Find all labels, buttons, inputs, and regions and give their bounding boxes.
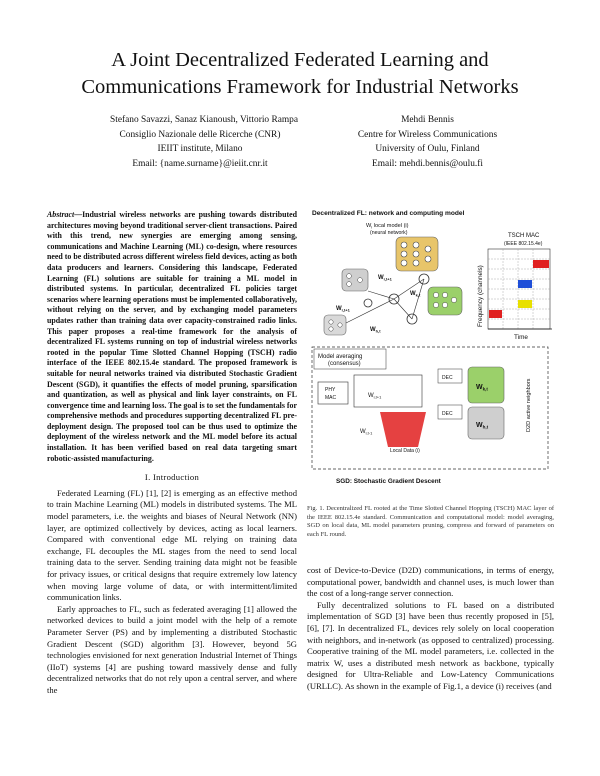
paper-title — [40, 47, 560, 101]
figure-heading: Decentralized FL: network and computing model — [312, 210, 465, 217]
author-affiliation: Centre for Wireless Communications — [357, 129, 498, 140]
figure-1 — [308, 207, 556, 497]
right-paragraph-1: cost of Device-to-Device (D2D) communications, in terms of energy, computational power, bandwidth and channel uses, is much lower than the cost of a long-range server connection. — [307, 565, 554, 599]
figure-caption: Fig. 1. Decentralized FL rooted at the Time Slotted Channel Hopping (TSCH) MAC layer of the IEEE 802.15.4e standard. Communication and computational model: model averaging, SGD on local data, ML model parameters pruning, compress and forward of parameters on each FL round. — [307, 505, 554, 538]
author-block-right — [345, 113, 510, 171]
node-i — [396, 237, 438, 271]
dec-label-2: DEC — [442, 411, 453, 417]
local-data-label: Local Data (i) — [390, 448, 420, 454]
right-column — [307, 565, 554, 693]
neighbor-model-h — [468, 407, 504, 439]
neighbor-model-k — [468, 367, 504, 403]
author-institute: IEIIT institute, Milano — [157, 144, 243, 154]
svg-text:Wk,t: $W_{k,t}$ — [476, 384, 488, 392]
w-label-lower: $W_{i,t-1}$ — [360, 429, 373, 436]
author-institute: University of Oulu, Finland — [375, 144, 480, 154]
local-model-label: $W_i$ local model (i) — [366, 223, 409, 230]
w-label-i: $W_{i,t+1}$ — [378, 275, 392, 282]
author-names: Mehdi Bennis — [401, 115, 454, 125]
w-label-avg: $W_{i,t+1}$ — [368, 393, 382, 400]
author-email: Email: mehdi.bennis@oulu.fi — [372, 158, 483, 169]
sgd-label: SGD: Stochastic Gradient Descent — [336, 478, 441, 485]
robot-icon — [364, 299, 372, 307]
author-email: Email: {name.surname}@ieiit.cnr.it — [132, 158, 268, 169]
consensus-label: (consensus) — [328, 361, 361, 367]
node-h — [342, 269, 368, 291]
right-paragraph-2: Fully decentralized solutions to FL based on a distributed implementation of SGD [3] have been thus recently proposed in [5], [6], [7]. In decentralized FL, devices rely solely on local cooperation with neighbors, and in-network (as opposed to centralized) processing. Cooperative training of the ML model parameters, i.e. collected in the matrix W, uses a distributed mesh network as backbone, typically designed for Ultra-Reliable and Low-Latency Communications (URLLC). As shown in the example of Fig.1, a device (i) receives (and — [307, 599, 554, 691]
w-label-h: $W_{h,t}$ — [370, 327, 381, 334]
svg-text:Wh,t: $W_{h,t}$ — [476, 422, 489, 430]
mac-label: MAC — [325, 395, 337, 401]
w-label-j: $W_{i,t+1}$ — [336, 306, 350, 313]
intro-paragraph-2: Early approaches to FL, such as federated averaging [1] allowed the networked devices to build a joint model with the help of a remote Parameter Server (PS) and by implementing a distributed Stochastic Gradient Descent (SGD) algorithm [3]. However, beyond 5G technologies envisioned for next generation Industrial Internet of Things (IIoT) systems [4] are pushing toward massively dense and fully decentralized networks that do not rely upon a central server, and where the — [47, 603, 297, 695]
tsch-grid — [488, 249, 550, 329]
author-names: Stefano Savazzi, Sanaz Kianoush, Vittorio Rampa — [110, 115, 299, 125]
abstract — [47, 210, 297, 464]
author-affiliation: Consiglio Nazionale delle Ricerche (CNR) — [119, 129, 281, 140]
time-axis-label: Time — [514, 334, 528, 341]
node-k — [428, 287, 462, 315]
sgd-funnel — [380, 412, 426, 447]
author-block-left — [110, 113, 299, 171]
d2d-label: D2D active neighbors — [526, 378, 532, 432]
node-j — [324, 315, 346, 335]
left-column — [47, 210, 297, 697]
tsch-label: TSCH MAC — [508, 233, 540, 239]
intro-paragraph-1: Federated Learning (FL) [1], [2] is emerging as an effective method to train Machine Learning (ML) models in distributed systems. The ML model parameters, i.e. the weights and biases of Neural Network (NN) layer, are optimized collectively by devices, acting as local learners. Compared with conventional edge ML relying on training data exchange, FL decouples the ML stages from the need to send local training data to the server. Sending training data might not be feasible for privacy issues, or critical designs that require extremely low latency when moving large volume of data, or with intermittent/limited communication links. — [47, 487, 297, 603]
title-line-1: A Joint Decentralized Federated Learning and — [111, 49, 489, 71]
freq-axis-label: Frequency (channels) — [477, 265, 484, 327]
w-label-k: $W_{k,t}$ — [410, 291, 421, 298]
abstract-text: —Industrial wireless networks are pushing towards distributed architectures moving beyond traditional server-client transactions. Paired with this trend, new synergies are emerging among sensing, communications and Machine Learning (ML) co-design, where resources need to be distributed across different wireless field devices, acting as both data producers and learners. Considering this landscape, Federated Learning (FL) solutions are suitable for training a ML model in distributed systems. In particular, decentralized FL policies target scenarios where learning operations must be implemented collaboratively, without relying on the server, and by exchanging model parameters updates rather than training data over capacity-constrained radio links. This paper proposes a real-time framework for the analysis of decentralized FL systems running on top of industrial wireless networks rooted in the popular Time Slotted Channel Hopping (TSCH) radio interface of the IEEE 802.15.4e standard. The proposed framework is suitable for neural networks trained via distributed Stochastic Gradient Descent (SGD), it quantifies the effects of model pruning, sparsification and quantization, as well as physical and link layer constraints, on FL convergence time and learning loss. The goal is to set the fundamentals for comprehensive methods and procedures supporting decentralized FL pre-deployment design. The proposed tool can be thus used to optimize the deployment of the wireless network and the ML model before its actual installation. It has been verified based on real data targeting smart robotic-assisted manufacturing. — [47, 210, 297, 463]
tsch-sub: (IEEE 802.15.4e) — [504, 241, 543, 247]
dec-label-1: DEC — [442, 375, 453, 381]
title-line-2: Communications Framework for Industrial Networks — [81, 76, 519, 98]
phy-label: PHY — [325, 387, 336, 393]
model-avg-label: Model averaging — [318, 354, 363, 360]
abstract-lead: Abstract — [47, 210, 75, 219]
local-model-sub: (neural network) — [370, 230, 408, 236]
section-heading: I. Introduction — [144, 472, 200, 483]
